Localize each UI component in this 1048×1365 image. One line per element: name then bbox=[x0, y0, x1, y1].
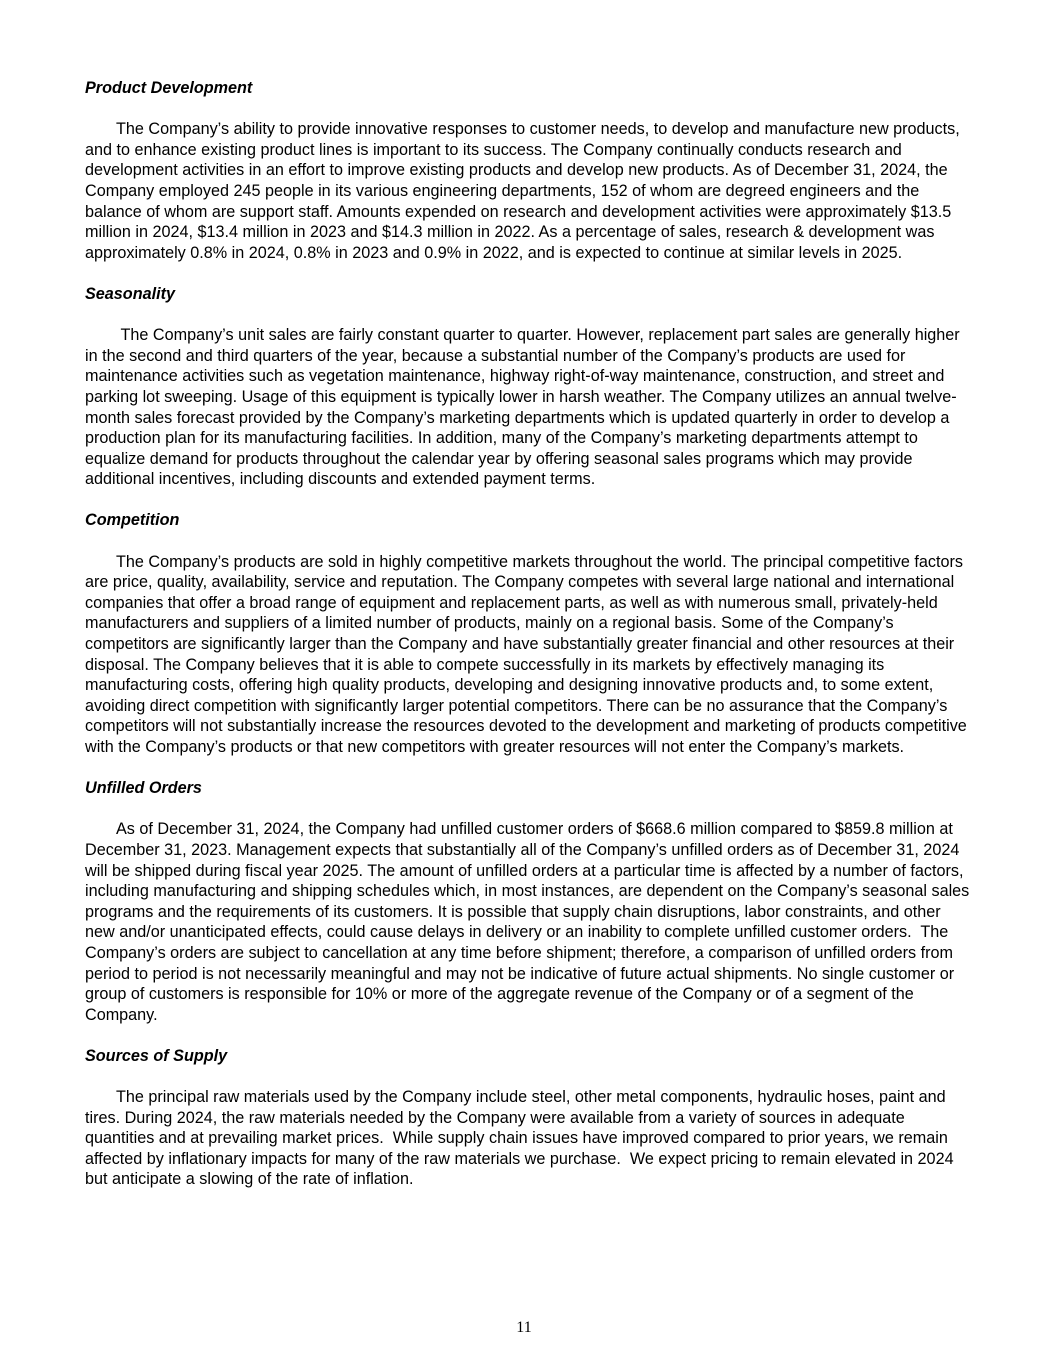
section-paragraph: The Company’s unit sales are fairly constant quarter to quarter. However, replacement part sales are generally higher in the second and third quarters of the year, because a substantial number of the Company’s products are used for maintenance activities such as vegetation maintenance, highway right-of-way maintenance, construction, and street and parking lot sweeping. Usage of this equipment is typically lower in harsh weather. The Company utilizes an annual twelve-month sales forecast provided by the Company’s marketing departments which is updated quarterly in order to develop a production plan for its manufacturing facilities. In addition, many of the Company’s marketing departments attempt to equalize demand for products throughout the calendar year by offering seasonal sales programs which may provide additional incentives, including discounts and extended payment terms. bbox=[85, 326, 965, 489]
section-paragraph: The principal raw materials used by the Company include steel, other metal components, hydraulic hoses, paint and tires. During 2024, the raw materials needed by the Company were available from a variety of sources in adequate quantities and at prevailing market prices. While supply chain issues have improved compared to prior years, we remain affected by inflationary impacts for many of the raw materials we purchase. We expect pricing to remain elevated in 2024 but anticipate a slowing of the rate of inflation. bbox=[85, 1088, 959, 1189]
section-heading: Seasonality bbox=[85, 284, 175, 303]
section-product-development bbox=[85, 78, 970, 263]
section-competition bbox=[85, 510, 970, 757]
section-paragraph: As of December 31, 2024, the Company had unfilled customer orders of $668.6 million compared to $859.8 million at December 31, 2023. Management expects that substantially all of the Company’s unfilled orders as of December 31, 2024 will be shipped during fiscal year 2025. The amount of unfilled orders at a particular time is affected by a number of factors, including manufacturing and shipping schedules which, in most instances, are dependent on the Company’s seasonal sales programs and the requirements of its customers. It is possible that supply chain disruptions, labor constraints, and other new and/or unanticipated effects, could cause delays in delivery or an inability to complete unfilled customer orders. The Company’s orders are subject to cancellation at any time before shipment; therefore, a comparison of unfilled orders from period to period is not necessarily meaningful and may not be indicative of future actual shipments. No single customer or group of customers is responsible for 10% or more of the aggregate revenue of the Company or of a segment of the Company. bbox=[85, 820, 974, 1024]
section-seasonality bbox=[85, 284, 970, 490]
section-paragraph: The Company’s products are sold in highly competitive markets throughout the world. The principal competitive factors are price, quality, availability, service and reputation. The Company competes with several large national and international companies that offer a broad range of equipment and replacement parts, as well as with numerous small, privately-held manufacturers and suppliers of a limited number of products, mainly on a regional basis. Some of the Company’s competitors are significantly larger than the Company and have substantially greater financial and other resources at their disposal. The Company believes that it is able to compete successfully in its markets by effectively managing its manufacturing costs, offering high quality products, developing and designing innovative products and, to some extent, avoiding direct competition with significantly larger potential competitors. There can be no assurance that the Company’s competitors will not substantially increase the resources devoted to the development and marketing of products competitive with the Company’s products or that new competitors with greater resources will not enter the Company’s markets. bbox=[85, 552, 972, 756]
section-sources-of-supply bbox=[85, 1046, 970, 1190]
section-heading: Sources of Supply bbox=[85, 1046, 228, 1065]
document-page bbox=[85, 78, 974, 1211]
section-heading: Competition bbox=[85, 511, 180, 530]
section-unfilled-orders bbox=[85, 778, 974, 1025]
page-number: 11 bbox=[516, 1319, 532, 1336]
section-paragraph: The Company’s ability to provide innovative responses to customer needs, to develop and manufacture new products, and to enhance existing product lines is important to its success. The Company continually conducts research and development activities in an effort to improve existing products and develop new products. As of December 31, 2024, the Company employed 245 people in its various engineering departments, 152 of whom are degreed engineers and the balance of whom are support staff. Amounts expended on research and development activities were approximately $13.5 million in 2024, $13.4 million in 2023 and $14.3 million in 2022. As a percentage of sales, research & development was approximately 0.8% in 2024, 0.8% in 2023 and 0.9% in 2022, and is expected to continue at similar levels in 2025. bbox=[85, 120, 965, 262]
section-heading: Product Development bbox=[85, 79, 253, 97]
section-heading: Unfilled Orders bbox=[85, 779, 202, 798]
